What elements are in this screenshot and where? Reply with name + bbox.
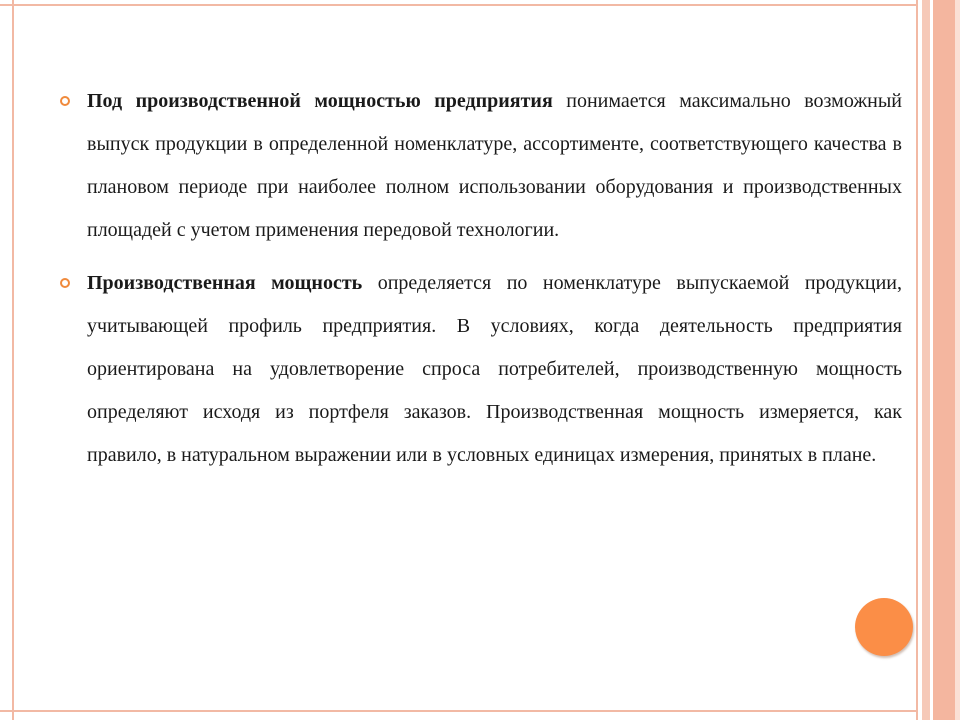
side-band-stripe [922, 0, 930, 720]
frame-line-top [0, 4, 918, 6]
paragraph-production-capacity-measurement [60, 262, 902, 477]
slide-content [60, 80, 902, 487]
paragraph-text: понимается максимально возможный выпуск продукции в определенной номенклатуре, ассортименте, соответствующего качества в плановом периоде при наиболее полном использовании оборудования и производственных площадей с учетом применения передовой технологии. [87, 90, 902, 241]
frame-line-left [12, 0, 14, 720]
paragraph-production-capacity-definition [60, 80, 902, 252]
side-band-stripe [933, 0, 955, 720]
side-band-stripe [955, 0, 960, 720]
bullet-ring-icon [60, 96, 70, 106]
frame-line-bottom [0, 710, 918, 712]
paragraph-text: определяется по номенклатуре выпускаемой продукции, учитывающей профиль предприятия. В условиях, когда деятельность предприятия ориентирована на удовлетворение спроса потребителей, производственную мощность определяют исходя из портфеля заказов. Производственная мощность измеряется, как правило, в натуральном выражении или в условных единицах измерения, принятых в плане. [87, 272, 902, 466]
bullet-ring-icon [60, 278, 70, 288]
paragraph-lead: Под производственной мощностью предприятия [87, 90, 553, 112]
frame-line-right [916, 0, 918, 720]
paragraph-lead: Производственная мощность [87, 272, 363, 294]
orange-circle-decoration [855, 598, 913, 656]
